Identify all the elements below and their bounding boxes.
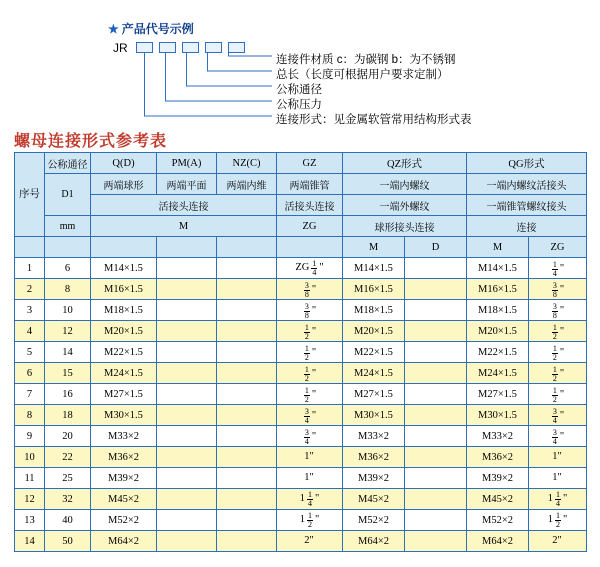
cell-qz-m: M20×1.5 — [343, 321, 405, 342]
cell-seq: 10 — [15, 447, 45, 468]
cell-gz: $\frac{1}{2}$ " — [277, 342, 343, 363]
page-title: 螺母连接形式参考表 — [14, 133, 168, 150]
cell-q: M33×2 — [91, 426, 157, 447]
header-group-qg-code: QG形式 — [467, 153, 587, 174]
table-row — [15, 342, 587, 363]
cell-nz — [217, 426, 277, 447]
header-subunit-nz — [217, 237, 277, 258]
cell-qz-m: M36×2 — [343, 447, 405, 468]
cell-qg-zg: $\frac{1}{4}$ " — [529, 258, 587, 279]
table-body — [15, 258, 587, 552]
header-connect-qg: 连接 — [467, 216, 587, 237]
cell-gz: 2" — [277, 531, 343, 552]
cell-seq: 13 — [15, 510, 45, 531]
header-group-pm-code: PM(A) — [157, 153, 217, 174]
cell-qz-m: M27×1.5 — [343, 384, 405, 405]
header-type-q: 两端球形 — [91, 174, 157, 195]
header-subunit-seq — [15, 237, 45, 258]
star-icon: ★ — [108, 21, 119, 36]
cell-qz-m: M14×1.5 — [343, 258, 405, 279]
cell-qg-zg: 1" — [529, 468, 587, 489]
cell-qg-m: M18×1.5 — [467, 300, 529, 321]
table-row — [15, 405, 587, 426]
header-seq-label: 序号 — [19, 188, 40, 200]
cell-gz: 1" — [277, 468, 343, 489]
cell-dn: 8 — [45, 279, 91, 300]
cell-seq: 7 — [15, 384, 45, 405]
cell-dn: 20 — [45, 426, 91, 447]
cell-q: M52×2 — [91, 510, 157, 531]
cell-pm — [157, 279, 217, 300]
cell-qg-m: M24×1.5 — [467, 363, 529, 384]
header-type-nz: 两端内维 — [217, 174, 277, 195]
cell-qz-d — [405, 468, 467, 489]
cell-qg-zg: $\frac{1}{2}$ " — [529, 384, 587, 405]
header-type-gz: 两端锥管 — [277, 174, 343, 195]
cell-gz: ZG $\frac{1}{4}$ " — [277, 258, 343, 279]
table-row — [15, 321, 587, 342]
table-row — [15, 426, 587, 447]
cell-nz — [217, 342, 277, 363]
header-row-type — [15, 174, 587, 195]
cell-qg-zg: 1 $\frac{1}{2}$ " — [529, 510, 587, 531]
cell-qg-zg: $\frac{1}{2}$ " — [529, 342, 587, 363]
cell-seq: 11 — [15, 468, 45, 489]
cell-pm — [157, 384, 217, 405]
cell-qz-d — [405, 342, 467, 363]
code-box-1 — [136, 42, 153, 53]
cell-qz-m: M24×1.5 — [343, 363, 405, 384]
cell-qz-d — [405, 489, 467, 510]
cell-seq: 8 — [15, 405, 45, 426]
cell-qz-m: M64×2 — [343, 531, 405, 552]
header-row-subunit — [15, 237, 587, 258]
cell-pm — [157, 258, 217, 279]
table-row — [15, 468, 587, 489]
cell-pm — [157, 363, 217, 384]
code-box-5 — [228, 42, 245, 53]
cell-nz — [217, 258, 277, 279]
cell-nz — [217, 510, 277, 531]
header-dn-d1: D1 — [45, 174, 91, 216]
cell-qg-m: M30×1.5 — [467, 405, 529, 426]
cell-nz — [217, 321, 277, 342]
header-connect-gz: 活接头连接 — [277, 195, 343, 216]
cell-dn: 15 — [45, 363, 91, 384]
cell-qg-m: M39×2 — [467, 468, 529, 489]
cell-dn: 22 — [45, 447, 91, 468]
cell-qg-m: M36×2 — [467, 447, 529, 468]
table-row — [15, 258, 587, 279]
cell-gz: $\frac{3}{8}$ " — [277, 279, 343, 300]
header-seq — [15, 153, 45, 237]
header-type-pm: 两端平面 — [157, 174, 217, 195]
cell-qz-d — [405, 531, 467, 552]
cell-q: M18×1.5 — [91, 300, 157, 321]
cell-qz-d — [405, 384, 467, 405]
cell-nz — [217, 300, 277, 321]
header-subunit-q — [91, 237, 157, 258]
header-dn-mm: mm — [45, 216, 91, 237]
callout-nominal-diameter: 公称通径 — [276, 84, 322, 96]
cell-dn: 12 — [45, 321, 91, 342]
cell-gz: $\frac{1}{2}$ " — [277, 321, 343, 342]
cell-qg-zg: $\frac{3}{8}$ " — [529, 279, 587, 300]
cell-qz-d — [405, 258, 467, 279]
cell-qz-d — [405, 279, 467, 300]
cell-nz — [217, 279, 277, 300]
header-subunit-gz — [277, 237, 343, 258]
header-subunit-pm — [157, 237, 217, 258]
header-subunit-qg-m: M — [467, 237, 529, 258]
cell-qz-m: M22×1.5 — [343, 342, 405, 363]
header-subunit-qg-zg: ZG — [529, 237, 587, 258]
callout-connection-type: 连接形式：见金属软管常用结构形式表 — [276, 114, 472, 126]
header-type2-qg: 一端锥管螺纹接头 — [467, 195, 587, 216]
cell-dn: 40 — [45, 510, 91, 531]
header-subunit-qz-m: M — [343, 237, 405, 258]
cell-qg-m: M33×2 — [467, 426, 529, 447]
product-code-prefix: JR — [113, 41, 128, 55]
table-row — [15, 279, 587, 300]
cell-qg-zg: 2" — [529, 531, 587, 552]
cell-q: M45×2 — [91, 489, 157, 510]
cell-qz-m: M16×1.5 — [343, 279, 405, 300]
cell-gz: 1 $\frac{1}{4}$ " — [277, 489, 343, 510]
cell-dn: 32 — [45, 489, 91, 510]
cell-qg-m: M16×1.5 — [467, 279, 529, 300]
cell-pm — [157, 426, 217, 447]
cell-seq: 12 — [15, 489, 45, 510]
header-row-unit — [15, 216, 587, 237]
cell-dn: 16 — [45, 384, 91, 405]
cell-qz-m: M45×2 — [343, 489, 405, 510]
callout-material: 连接件材质 c：为碳钢 b：为不锈钢 — [276, 54, 456, 66]
cell-gz: $\frac{3}{4}$ " — [277, 405, 343, 426]
table-row — [15, 384, 587, 405]
cell-qz-d — [405, 426, 467, 447]
cell-seq: 6 — [15, 363, 45, 384]
cell-qz-m: M30×1.5 — [343, 405, 405, 426]
header-group-q-code: Q(D) — [91, 153, 157, 174]
cell-gz: $\frac{1}{2}$ " — [277, 363, 343, 384]
header-connect-qz: 球形接头连接 — [343, 216, 467, 237]
header-unit-q: M — [91, 216, 277, 237]
cell-nz — [217, 447, 277, 468]
cell-qz-d — [405, 447, 467, 468]
callout-nominal-pressure: 公称压力 — [276, 99, 322, 111]
cell-seq: 2 — [15, 279, 45, 300]
product-code-boxes — [136, 42, 245, 53]
cell-pm — [157, 300, 217, 321]
product-code-legend-label: 产品代号示例 — [121, 22, 194, 36]
table-row — [15, 447, 587, 468]
cell-q: M27×1.5 — [91, 384, 157, 405]
cell-nz — [217, 489, 277, 510]
callout-length: 总长（长度可根据用户要求定制） — [276, 69, 449, 81]
cell-qz-d — [405, 405, 467, 426]
code-box-3 — [182, 42, 199, 53]
cell-qg-zg: 1" — [529, 447, 587, 468]
cell-q: M14×1.5 — [91, 258, 157, 279]
cell-qg-zg: $\frac{3}{4}$ " — [529, 426, 587, 447]
code-box-2 — [159, 42, 176, 53]
cell-q: M20×1.5 — [91, 321, 157, 342]
cell-seq: 5 — [15, 342, 45, 363]
nut-connection-table-wrap — [14, 152, 586, 552]
cell-qg-zg: $\frac{3}{4}$ " — [529, 405, 587, 426]
table-row — [15, 363, 587, 384]
cell-dn: 14 — [45, 342, 91, 363]
cell-pm — [157, 342, 217, 363]
cell-q: M39×2 — [91, 468, 157, 489]
cell-seq: 4 — [15, 321, 45, 342]
cell-qg-m: M14×1.5 — [467, 258, 529, 279]
header-unit-gz: ZG — [277, 216, 343, 237]
cell-gz: 1" — [277, 447, 343, 468]
cell-dn: 6 — [45, 258, 91, 279]
header-connect-q: 活接头连接 — [91, 195, 277, 216]
cell-qg-m: M52×2 — [467, 510, 529, 531]
cell-qg-m: M45×2 — [467, 489, 529, 510]
cell-nz — [217, 384, 277, 405]
cell-gz: $\frac{1}{2}$ " — [277, 384, 343, 405]
cell-qg-m: M64×2 — [467, 531, 529, 552]
header-row-code — [15, 153, 587, 174]
cell-nz — [217, 363, 277, 384]
cell-qg-zg: $\frac{3}{8}$ " — [529, 300, 587, 321]
cell-qz-m: M33×2 — [343, 426, 405, 447]
cell-gz: 1 $\frac{1}{2}$ " — [277, 510, 343, 531]
table-row — [15, 510, 587, 531]
cell-q: M24×1.5 — [91, 363, 157, 384]
cell-dn: 25 — [45, 468, 91, 489]
cell-qg-zg: $\frac{1}{2}$ " — [529, 363, 587, 384]
cell-seq: 14 — [15, 531, 45, 552]
cell-qg-m: M20×1.5 — [467, 321, 529, 342]
cell-q: M30×1.5 — [91, 405, 157, 426]
nut-connection-table — [14, 152, 587, 552]
cell-nz — [217, 468, 277, 489]
cell-qg-m: M27×1.5 — [467, 384, 529, 405]
cell-pm — [157, 468, 217, 489]
header-type-qz: 一端内螺纹 — [343, 174, 467, 195]
cell-nz — [217, 405, 277, 426]
cell-pm — [157, 447, 217, 468]
cell-qz-d — [405, 321, 467, 342]
cell-pm — [157, 531, 217, 552]
cell-q: M36×2 — [91, 447, 157, 468]
table-row — [15, 489, 587, 510]
table-row — [15, 300, 587, 321]
cell-qz-d — [405, 300, 467, 321]
cell-qz-m: M52×2 — [343, 510, 405, 531]
cell-dn: 10 — [45, 300, 91, 321]
cell-pm — [157, 321, 217, 342]
header-group-qz-code: QZ形式 — [343, 153, 467, 174]
cell-dn: 50 — [45, 531, 91, 552]
cell-qz-d — [405, 363, 467, 384]
cell-q: M16×1.5 — [91, 279, 157, 300]
cell-seq: 3 — [15, 300, 45, 321]
cell-gz: $\frac{3}{4}$ " — [277, 426, 343, 447]
cell-seq: 9 — [15, 426, 45, 447]
header-subunit-qz-d: D — [405, 237, 467, 258]
table-row — [15, 531, 587, 552]
cell-nz — [217, 531, 277, 552]
cell-qg-zg: $\frac{1}{2}$ " — [529, 321, 587, 342]
cell-q: M64×2 — [91, 531, 157, 552]
header-type-qg: 一端内螺纹活接头 — [467, 174, 587, 195]
cell-q: M22×1.5 — [91, 342, 157, 363]
cell-qz-d — [405, 510, 467, 531]
cell-pm — [157, 405, 217, 426]
table-header — [15, 153, 587, 258]
header-group-nz-code: NZ(C) — [217, 153, 277, 174]
header-subunit-dn — [45, 237, 91, 258]
product-code-legend — [108, 20, 194, 37]
cell-gz: $\frac{3}{8}$ " — [277, 300, 343, 321]
cell-seq: 1 — [15, 258, 45, 279]
cell-qg-m: M22×1.5 — [467, 342, 529, 363]
code-box-4 — [205, 42, 222, 53]
cell-pm — [157, 510, 217, 531]
cell-qg-zg: 1 $\frac{1}{4}$ " — [529, 489, 587, 510]
cell-qz-m: M18×1.5 — [343, 300, 405, 321]
header-row-connect — [15, 195, 587, 216]
header-group-gz-code: GZ — [277, 153, 343, 174]
cell-qz-m: M39×2 — [343, 468, 405, 489]
cell-pm — [157, 489, 217, 510]
header-type2-qz: 一端外螺纹 — [343, 195, 467, 216]
header-dn-cn: 公称通径 — [45, 153, 91, 174]
cell-dn: 18 — [45, 405, 91, 426]
